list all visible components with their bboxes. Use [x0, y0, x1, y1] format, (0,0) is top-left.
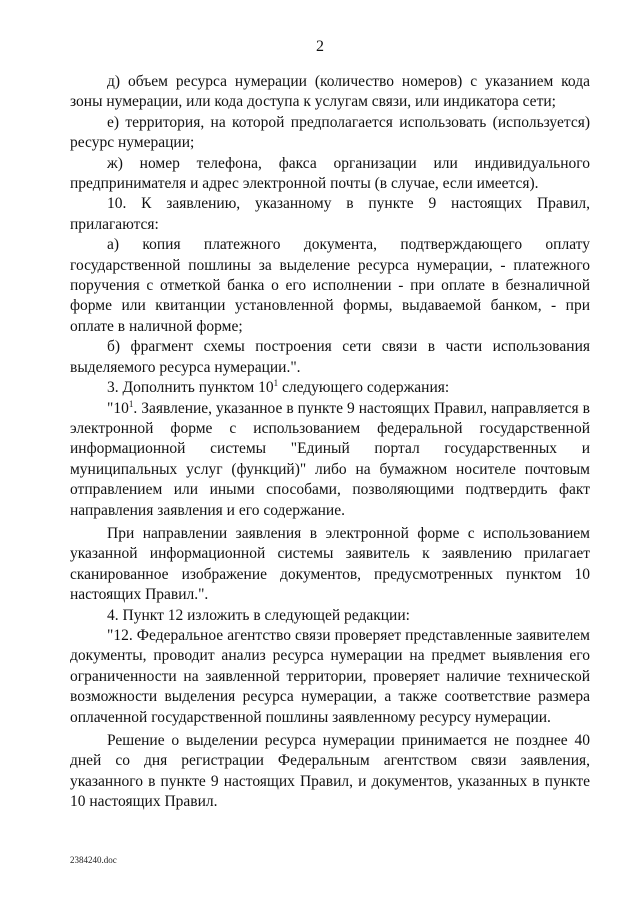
paragraph-decision: Решение о выделении ресурса нумерации принимается не позднее 40 дней со дня регистрации Федеральным агентством связи заявления, указанного в пункте 9 настоящих Правил, и документов, указанных в пункте 10 настоящих Правил. — [70, 732, 590, 811]
paragraph-item-zh: ж) номер телефона, факса организации или индивидуального предпринимателя и адрес электронной почты (в случае, если имеется). — [70, 154, 590, 193]
paragraph-clause-10-1 — [70, 399, 590, 521]
clause-10-1-text: . Заявление, указанное в пункте 9 настоящих Правил, направляется в электронной форме с использованием федеральной государственной информационной системы "Единый портал государственных и муниципальных услуг (функций)" либо на бумажном носителе почтовым отправлением или иными способами, позволяющими подтвердить факт направления заявления и его содержание. — [70, 399, 590, 519]
superscript: 1 — [273, 377, 279, 388]
amendment-3-text-end: следующего содержания: — [278, 379, 450, 397]
paragraph-amendment-4: 4. Пункт 12 изложить в следующей редакции: — [107, 606, 410, 624]
paragraph-clause-12: "12. Федеральное агентство связи проверяет представленные заявителем документы, проводит анализ ресурса нумерации на предмет выявления его ограниченности на заявленной территории, проверяет наличие технической возможности выделения ресурса нумерации, а также соответствие размера оплаченной государственной пошлины заявленному ресурсу нумерации. — [70, 626, 590, 726]
clause-10-1-number: "10 — [107, 399, 129, 417]
paragraph-item-e: е) территория, на которой предполагается использовать (используется) ресурс нумерации; — [70, 113, 590, 152]
paragraph-item-b: б) фрагмент схемы построения сети связи в части использования выделяемого ресурса нумерации.". — [70, 338, 590, 376]
document-body — [70, 72, 590, 813]
paragraph-item-d: д) объем ресурса нумерации (количество номеров) с указанием кода зоны нумерации, или кода доступа к услугам связи, или индикатора сети; — [70, 73, 590, 111]
paragraph-amendment-3 — [70, 378, 590, 398]
paragraph-item-a: а) копия платежного документа, подтверждающего оплату государственной пошлины за выделение ресурса нумерации, - платежного поручения с отметкой банка о его исполнении - при оплате в безналичной форме или квитанции установленной формы, выдаваемой банком, - при оплате в наличной форме; — [70, 236, 590, 335]
superscript: 1 — [128, 398, 134, 409]
amendment-3-text: 3. Дополнить пунктом 10 — [107, 379, 274, 397]
page-number: 2 — [316, 38, 324, 55]
paragraph-clause-10: 10. К заявлению, указанному в пункте 9 настоящих Правил, прилагаются: — [70, 195, 590, 233]
footer-document-code: 2384240.doc — [70, 855, 117, 865]
paragraph-electronic-submission: При направлении заявления в электронной форме с использованием указанной информационной системы заявитель к заявлению прилагает сканированное изображение документов, предусмотренных пунктом 10 настоящих Правил.". — [70, 524, 590, 604]
